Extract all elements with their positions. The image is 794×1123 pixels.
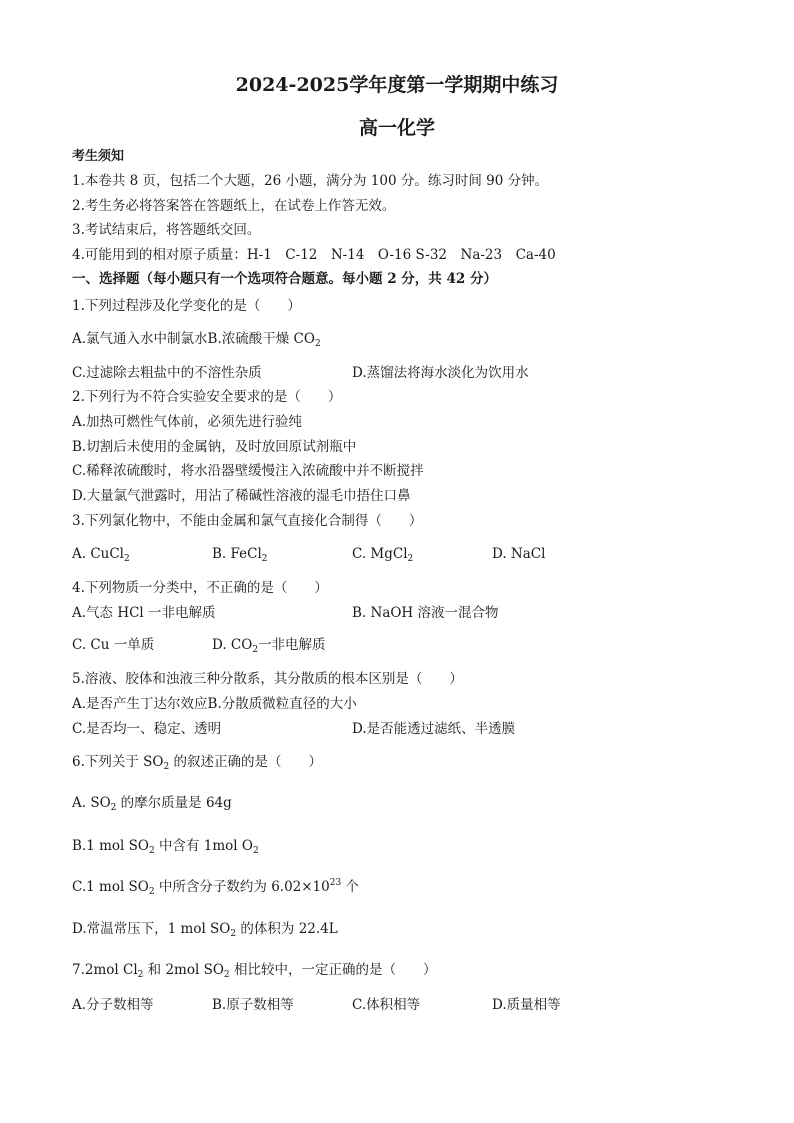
- question-1-option-d: D.蒸馏法将海水淡化为饮用水: [352, 365, 529, 381]
- question-6-option-d: D.常温常压下，1 mol $SO_2$ 的体积为 22.4L: [72, 921, 338, 939]
- question-5-stem: 5.溶液、胶体和浊液三种分散系，其分散质的根本区别是（ ）: [72, 671, 463, 687]
- notice-item-2: 2.考生务必将答案答在答题纸上，在试卷上作答无效。: [72, 198, 396, 214]
- question-7-stem: 7.2mol $Cl_2$ 和 2mol $SO_2$ 相比较中，一定正确的是（ ）: [72, 962, 437, 980]
- question-2-option-d: D.大量氯气泄露时，用沾了稀碱性溶液的湿毛巾捂住口鼻: [72, 488, 411, 504]
- question-4-option-b: B. NaOH 溶液一混合物: [352, 605, 499, 621]
- question-2-option-c: C.稀释浓硫酸时，将水沿器壁缓慢注入浓硫酸中并不断搅拌: [72, 463, 424, 479]
- question-3-option-a: A. CuCl$_2$: [72, 546, 130, 564]
- question-5-option-d: D.是否能透过滤纸、半透膜: [352, 721, 516, 737]
- question-4-option-c: C. Cu 一单质: [72, 637, 155, 653]
- question-2-stem: 2.下列行为不符合实验安全要求的是（ ）: [72, 389, 342, 405]
- question-6-option-a: A. $SO_2$ 的摩尔质量是 64g: [72, 795, 232, 813]
- question-2-option-a: A.加热可燃性气体前，必须先进行验纯: [72, 414, 303, 430]
- question-1-option-c: C.过滤除去粗盐中的不溶性杂质: [72, 365, 262, 381]
- page-subtitle: 高一化学: [358, 117, 435, 139]
- question-3-option-b: B. FeCl$_2$: [212, 546, 268, 564]
- question-1-option-ab: A.氯气通入水中制氯水B.浓硫酸干燥 $CO_2$: [72, 331, 321, 349]
- question-1-stem: 1.下列过程涉及化学变化的是（ ）: [72, 298, 301, 314]
- notice-item-3: 3.考试结束后，将答题纸交回。: [72, 222, 261, 238]
- question-3-option-c: C. MgCl$_2$: [352, 546, 414, 564]
- notice-item-4: 4.可能用到的相对原子质量：H-1 C-12 N-14 O-16 S-32 Na-23 Ca-40: [72, 247, 556, 263]
- question-3-option-d: D. NaCl: [492, 546, 546, 562]
- notice-item-1: 1.本卷共 8 页，包括二个大题，26 小题，满分为 100 分。练习时间 90 分钟。: [72, 173, 549, 189]
- question-7-option-a: A.分子数相等: [72, 997, 154, 1013]
- question-7-option-c: C.体积相等: [352, 997, 421, 1013]
- question-4-option-a: A.气态 HCl 一非电解质: [72, 605, 216, 621]
- question-6-option-c: C.1 mol $SO_2$ 中所含分子数约为 $6.02\times 10^{23}$ 个: [72, 878, 359, 897]
- question-5-option-ab: A.是否产生丁达尔效应B.分散质微粒直径的大小: [72, 696, 357, 712]
- page-title: 2024-2025学年度第一学期期中练习: [235, 74, 559, 96]
- section-heading: 一、选择题（每小题只有一个选项符合题意。每小题 2 分，共 42 分）: [72, 271, 497, 287]
- question-7-option-d: D.质量相等: [492, 997, 561, 1013]
- question-2-option-b: B.切割后未使用的金属钠，及时放回原试剂瓶中: [72, 439, 357, 455]
- question-4-stem: 4.下列物质一分类中，不正确的是（ ）: [72, 580, 328, 596]
- question-4-option-d: D. $CO_2$一非电解质: [212, 637, 326, 655]
- question-5-option-c: C.是否均一、稳定、透明: [72, 721, 222, 737]
- question-6-stem: 6.下列关于 $SO_2$ 的叙述正确的是（ ）: [72, 754, 323, 772]
- notice-heading: 考生须知: [72, 149, 125, 164]
- question-7-option-b: B.原子数相等: [212, 997, 294, 1013]
- question-6-option-b: B.1 mol $SO_2$ 中含有 1mol $O_2$: [72, 838, 259, 856]
- question-3-stem: 3.下列氯化物中，不能由金属和氯气直接化合制得（ ）: [72, 513, 423, 529]
